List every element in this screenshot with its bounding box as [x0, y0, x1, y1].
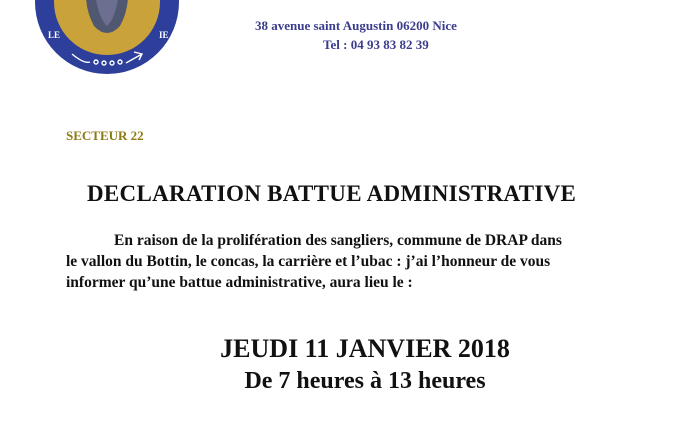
document-title: DECLARATION BATTUE ADMINISTRATIVE: [87, 181, 577, 206]
paragraph-line-2: le vallon du Bottin, le concas, la carrière et l’ubac : j’ai l’honneur de vous: [66, 253, 551, 270]
announcement-paragraph: [66, 230, 656, 293]
association-logo: [30, 0, 184, 74]
header-phone: Tel : 04 93 83 82 39: [323, 37, 429, 52]
paragraph-line-1: En raison de la prolifération des sangliers, commune de DRAP dans: [114, 232, 562, 249]
sector-label: SECTEUR 22: [66, 128, 144, 143]
logo-text-right: IE: [159, 30, 169, 40]
event-hours: De 7 heures à 13 heures: [244, 368, 486, 394]
event-date: JEUDI 11 JANVIER 2018: [220, 334, 510, 363]
paragraph-line-3: informer qu’une battue administrative, aura lieu le :: [66, 274, 413, 291]
logo-text-left: LE: [48, 30, 61, 40]
header-address: 38 avenue saint Augustin 06200 Nice: [255, 18, 457, 33]
